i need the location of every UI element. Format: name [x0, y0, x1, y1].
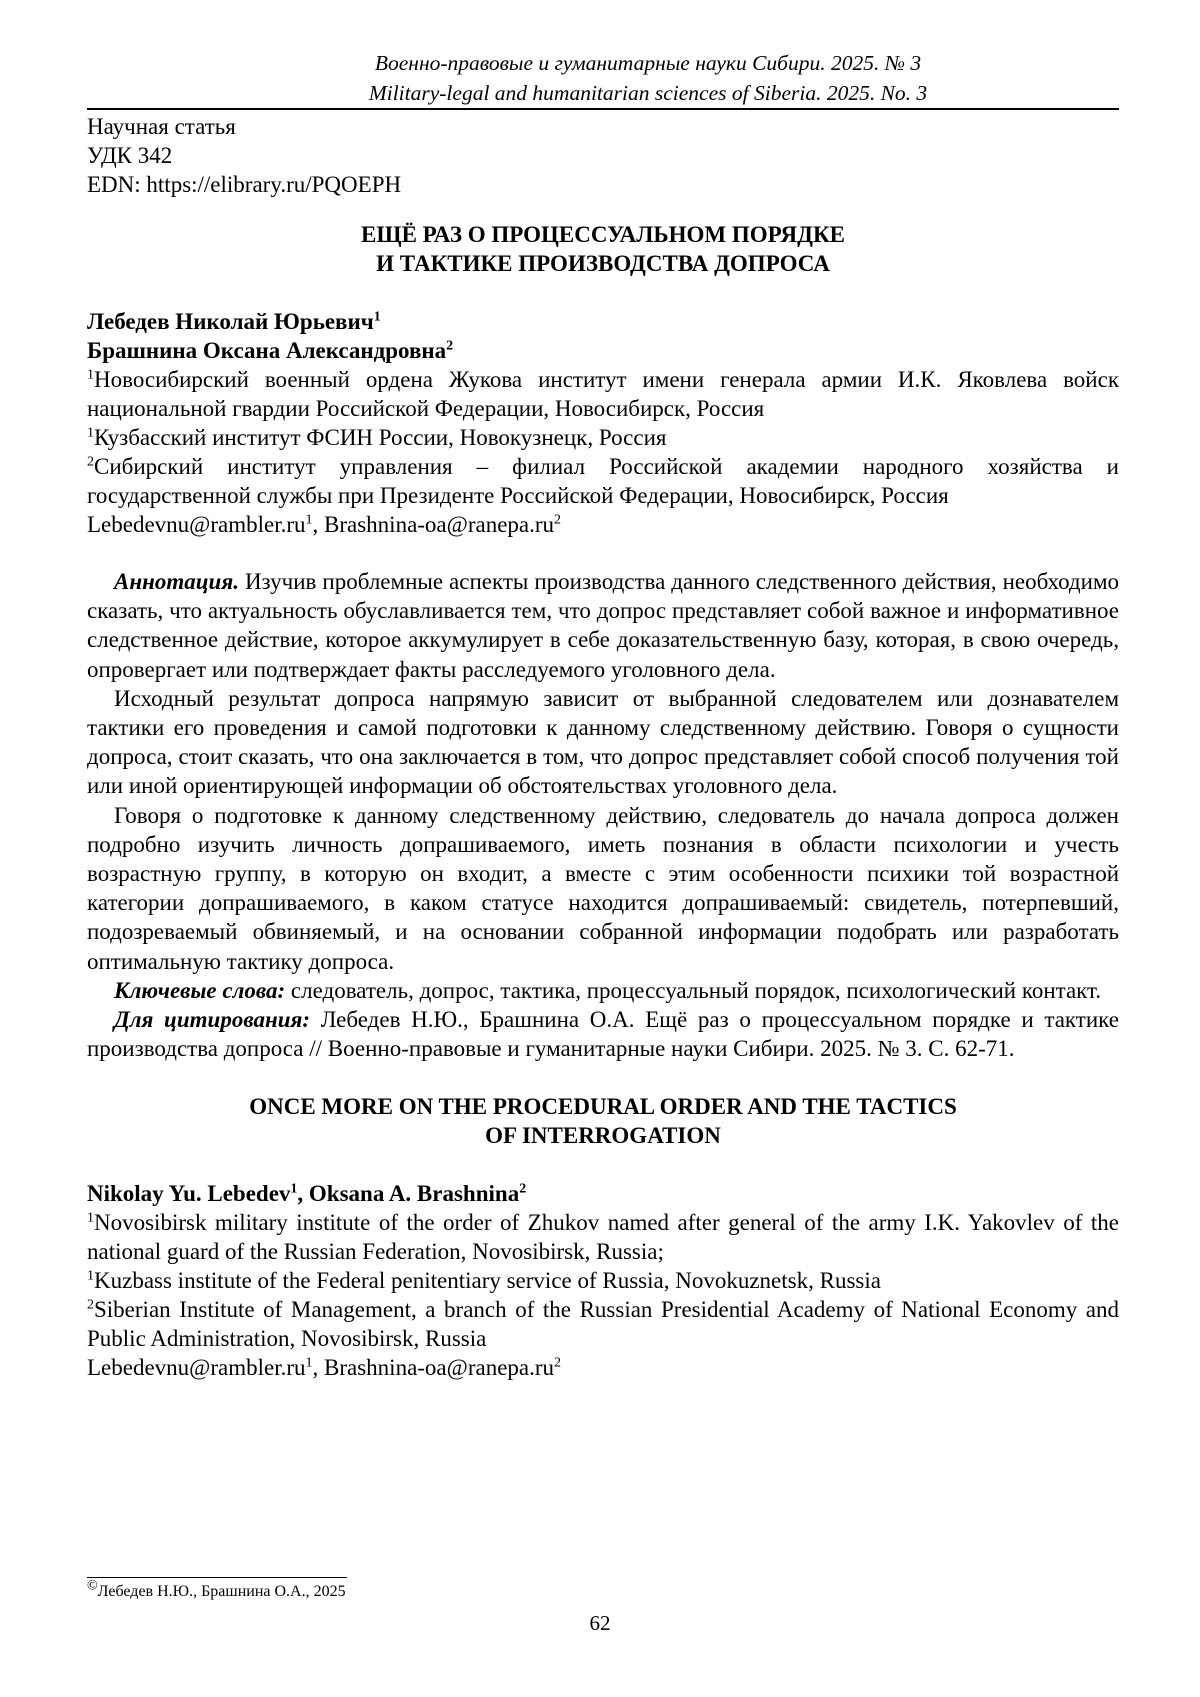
journal-title-en: Military-legal and humanitarian sciences of Siberia. 2025. No. 3 [368, 81, 928, 105]
citation-label: Для цитирования: [114, 1007, 311, 1033]
keywords [87, 976, 1119, 1005]
author-en-1-sup: 1 [290, 1181, 298, 1197]
email-en-1[interactable]: Lebedevnu@rambler.ru [87, 1355, 306, 1381]
article-title-en [87, 1092, 1119, 1150]
email-en-2[interactable]: Brashnina-oa@ranepa.ru [324, 1355, 555, 1381]
affiliation-en-1 [87, 1208, 1119, 1266]
affiliation-en-2 [87, 1266, 1119, 1295]
title-ru-line1: ЕЩЁ РАЗ О ПРОЦЕССУАЛЬНОМ ПОРЯДКЕ [360, 222, 846, 247]
article-page [87, 48, 1119, 1382]
article-meta [87, 112, 1119, 199]
affiliation-en-1-text: Novosibirsk military institute of the order of Zhukov named after general of the army I.K. Yakovlev of the national guard of the Russian Federation, Novosibirsk, Russia; [87, 1210, 1119, 1265]
authors-ru [87, 307, 1119, 365]
abstract-p3: Говоря о подготовке к данному следственному действию, следователь до начала допроса должен подробно изучить личность допрашиваемого, иметь познания в области психологии и учесть возрастную группу, в которую он входит, а вместе с этим особенности психики той возрастной категории допрашиваемого, в каком статусе находится допрашиваемый: свидетель, потерпевший, подозреваемый обвиняемый, и на основании собранной информации подобрать или разработать оптимальную тактику допроса. [87, 802, 1119, 974]
abstract-p1-text: Изучив проблемные аспекты производства данного следственного действия, необходимо сказать, что актуальность обуславливается тем, что допрос представляет собой важное и информативное следственное действие, которое аккумулирует в себе доказательственную базу, которая, в свою очередь, опровергает или подтверждает факты расследуемого уголовного дела. [87, 569, 1119, 682]
affiliation-en-1-sup: 1 [87, 1210, 94, 1226]
authors-en [87, 1179, 1119, 1208]
emails-ru [87, 510, 1119, 539]
author-ru-2-sup: 2 [446, 338, 454, 354]
email-ru-1-sup: 1 [305, 512, 313, 528]
abstract-p1 [87, 567, 1119, 684]
email-en-sep: , [312, 1355, 325, 1381]
email-ru-1[interactable]: Lebedevnu@rambler.ru [87, 512, 306, 537]
udk: УДК 342 [87, 143, 173, 168]
footnote [87, 1578, 346, 1602]
email-ru-2[interactable]: Brashnina-oa@ranepa.ru [324, 512, 555, 537]
article-type: Научная статья [87, 114, 236, 139]
affiliation-ru-3 [87, 452, 1119, 510]
affiliation-ru-1 [87, 365, 1119, 423]
keywords-text: следователь, допрос, тактика, процессуальный порядок, психологический контакт. [285, 977, 1102, 1003]
citation-text: Лебедев Н.Ю., Брашнина О.А. Ещё раз о процессуальном порядке и тактике производства допроса // Военно-правовые и гуманитарные науки Сибири. 2025. № 3. С. 62-71. [87, 1007, 1119, 1062]
author-en-2-sup: 2 [519, 1181, 527, 1197]
copyright-symbol: © [87, 1578, 98, 1594]
affiliation-ru-2-text: Кузбасский институт ФСИН России, Новокузнецк, Россия [94, 425, 667, 450]
affiliation-ru-2 [87, 423, 1119, 452]
author-en-2-name: Oksana A. Brashnina [308, 1181, 520, 1207]
journal-header [87, 48, 1119, 108]
email-ru-2-sup: 2 [554, 512, 562, 528]
abstract-p2: Исходный результат допроса напрямую зависит от выбранной следователем или дознавателем тактики его проведения и самой подготовки к данному следственному действию. Говоря о сущности допроса, стоит сказать, что она заключается в том, что допрос представляет собой способ получения той или иной ориентирующей информации об обстоятельствах уголовного дела. [87, 685, 1119, 799]
email-en-1-sup: 1 [305, 1355, 313, 1371]
footnote-rule [87, 1577, 347, 1578]
spacer [87, 539, 1119, 567]
title-en-line1: ONCE MORE ON THE PROCEDURAL ORDER AND THE TACTICS [249, 1094, 957, 1120]
author-ru-1 [87, 307, 1119, 336]
affiliation-ru-2-sup: 1 [87, 425, 94, 441]
affiliation-en-3-text: Siberian Institute of Management, a branch of the Russian Presidential Academy of National Economy and Public Administration, Novosibirsk, Russia [87, 1297, 1119, 1352]
author-ru-1-sup: 1 [373, 309, 381, 325]
email-ru-sep: , [312, 512, 325, 537]
citation [87, 1005, 1119, 1063]
affiliation-ru-1-sup: 1 [87, 367, 94, 383]
author-ru-2 [87, 336, 1119, 365]
affiliation-ru-1-text: Новосибирский военный ордена Жукова институт имени генерала армии И.К. Яковлева войск национальной гвардии Российской Федерации, Новосибирск, Россия [87, 367, 1119, 421]
journal-title-ru: Военно-правовые и гуманитарные науки Сибири. 2025. № 3 [374, 51, 922, 75]
keywords-label: Ключевые слова: [114, 977, 286, 1003]
header-rule [87, 108, 1119, 110]
title-ru-line2: И ТАКТИКЕ ПРОИЗВОДСТВА ДОПРОСА [376, 251, 830, 276]
page-number: 62 [589, 1611, 611, 1635]
email-en-2-sup: 2 [554, 1355, 562, 1371]
footnote-text: Лебедев Н.Ю., Брашнина О.А., 2025 [97, 1583, 346, 1600]
affiliations-en [87, 1208, 1119, 1382]
author-en-sep: , [297, 1181, 309, 1207]
affiliations-ru [87, 365, 1119, 539]
abstract-label: Аннотация. [114, 569, 239, 594]
title-en-line2: OF INTERROGATION [485, 1123, 721, 1149]
affiliation-en-3-sup: 2 [87, 1297, 94, 1313]
emails-en [87, 1353, 1119, 1382]
affiliation-ru-3-text: Сибирский институт управления – филиал Российской академии народного хозяйства и государственной службы при Президенте Российской Федерации, Новосибирск, Россия [87, 454, 1119, 508]
affiliation-en-3 [87, 1295, 1119, 1353]
affiliation-ru-3-sup: 2 [87, 454, 94, 470]
affiliation-en-2-text: Kuzbass institute of the Federal penitentiary service of Russia, Novokuznetsk, Russia [94, 1268, 881, 1294]
article-title-ru [87, 220, 1119, 278]
author-en-1-name: Nikolay Yu. Lebedev [87, 1181, 291, 1207]
edn-link[interactable]: EDN: https://elibrary.ru/PQOEPH [87, 172, 402, 197]
affiliation-en-2-sup: 1 [87, 1268, 94, 1284]
author-ru-2-name: Брашнина Оксана Александровна [87, 338, 447, 363]
author-ru-1-name: Лебедев Николай Юрьевич [87, 309, 374, 334]
